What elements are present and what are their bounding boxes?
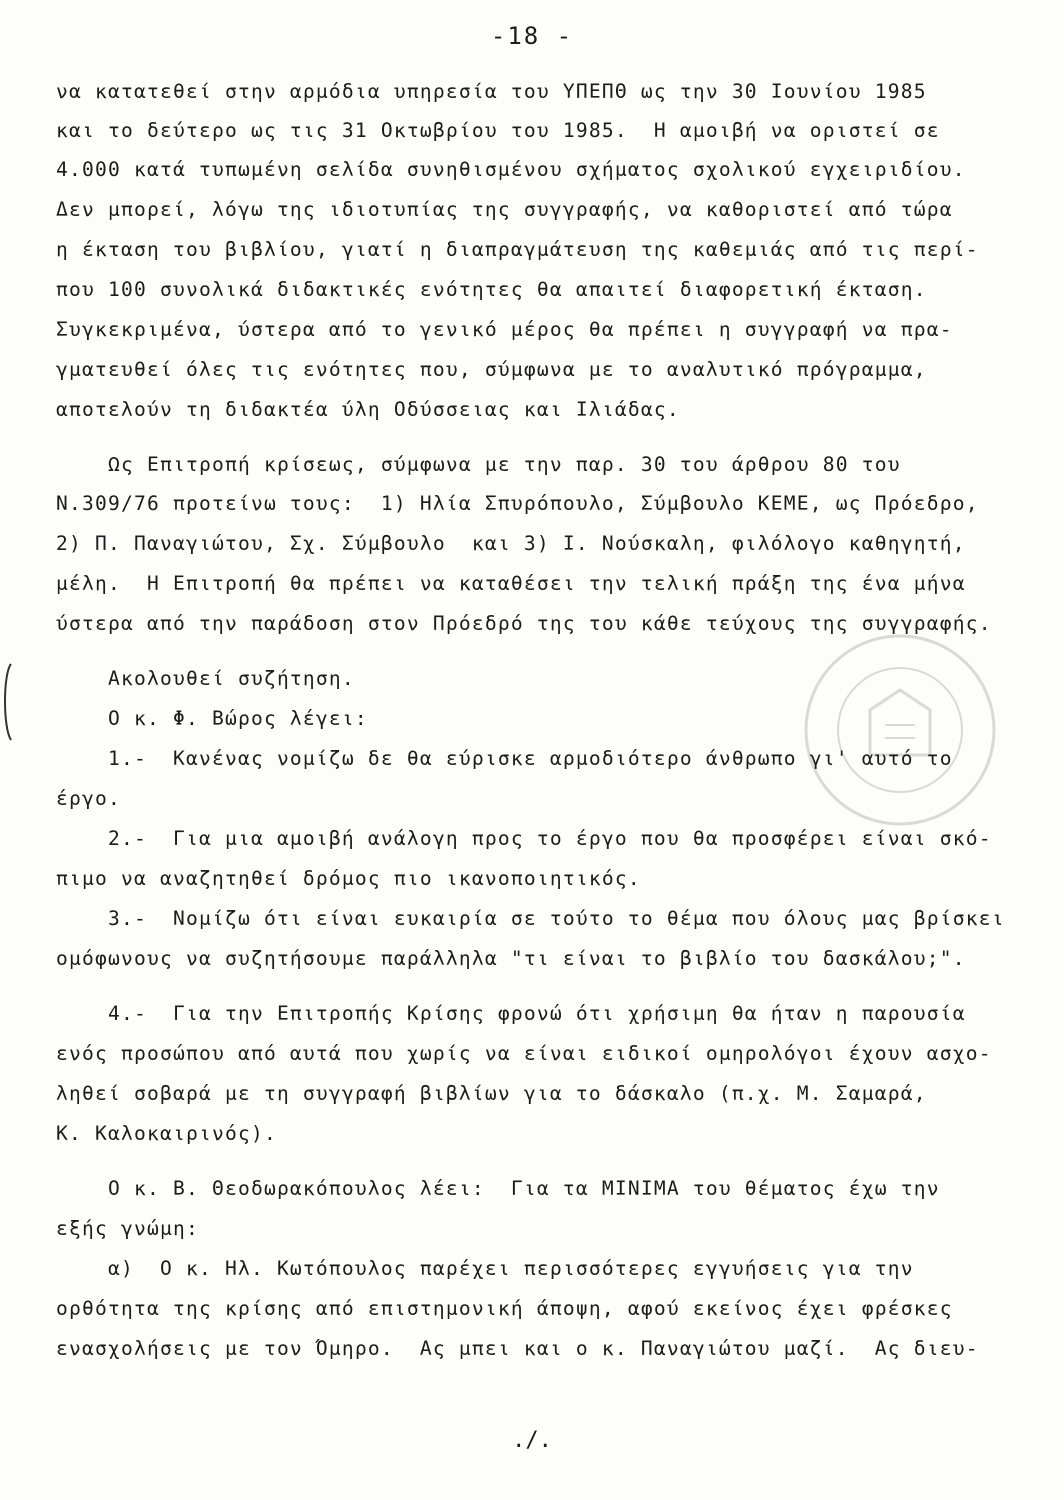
text-line: Ν.309/76 προτείνω τους: 1) Ηλία Σπυρόπουλο, Σύμβουλο ΚΕΜΕ, ως Πρόεδρο, (56, 492, 979, 515)
text-line: Κ. Καλοκαιρινός). (56, 1122, 277, 1145)
text-line: 3.- Νομίζω ότι είναι ευκαιρία σε τούτο το θέμα που όλους μας βρίσκει (56, 907, 1005, 930)
text-line: αποτελούν τη διδακτέα ύλη Οδύσσειας και Ιλιάδας. (56, 398, 680, 421)
margin-bracket-mark (0, 662, 14, 742)
text-line: έργο. (56, 787, 121, 810)
text-line: και το δεύτερο ως τις 31 Οκτωβρίου του 1985. Η αμοιβή να οριστεί σε (56, 119, 940, 142)
text-line: ομόφωνους να συζητήσουμε παράλληλα "τι είναι το βιβλίο του δασκάλου;". (56, 947, 966, 970)
text-line: Συγκεκριμένα, ύστερα από το γενικό μέρος θα πρέπει η συγγραφή να πρα- (56, 318, 953, 341)
text-line: Δεν μπορεί, λόγω της ιδιοτυπίας της συγγραφής, να καθοριστεί από τώρα (56, 198, 953, 221)
official-stamp (800, 630, 1000, 830)
text-line: 1.- Κανένας νομίζω δε θα εύρισκε αρμοδιότερο άνθρωπο γι' αυτό το (56, 747, 953, 770)
text-line: ύστερα από την παράδοση στον Πρόεδρό της του κάθε τεύχους της συγγραφής. (56, 612, 992, 635)
text-line: εξής γνώμη: (56, 1217, 199, 1240)
text-line: Ο κ. Φ. Βώρος λέγει: (56, 707, 368, 730)
continuation-mark: ./. (512, 1428, 552, 1453)
text-line: να κατατεθεί στην αρμόδια υπηρεσία του ΥΠΕΠΘ ως την 30 Ιουνίου 1985 (56, 80, 927, 103)
text-line: πιμο να αναζητηθεί δρόμος πιο ικανοποιητικός. (56, 867, 641, 890)
text-line: Ως Επιτροπή κρίσεως, σύμφωνα με την παρ. 30 του άρθρου 80 του (56, 453, 901, 476)
text-line: α) Ο κ. Ηλ. Κωτόπουλος παρέχει περισσότερες εγγυήσεις για την (56, 1257, 914, 1280)
text-line: που 100 συνολικά διδακτικές ενότητες θα απαιτεί διαφορετική έκταση. (56, 278, 927, 301)
text-line: η έκταση του βιβλίου, γιατί η διαπραγμάτευση της καθεμιάς από τις περί- (56, 238, 979, 261)
text-line: γματευθεί όλες τις ενότητες που, σύμφωνα με το αναλυτικό πρόγραμμα, (56, 358, 927, 381)
text-line: ορθότητα της κρίσης από επιστημονική άποψη, αφού εκείνος έχει φρέσκες (56, 1297, 953, 1320)
text-line: Ο κ. Β. Θεοδωρακόπουλος λέει: Για τα ΜΙΝΙΜΑ του θέματος έχω την (56, 1177, 940, 1200)
text-line: ληθεί σοβαρά με τη συγγραφή βιβλίων για το δάσκαλο (π.χ. Μ. Σαμαρά, (56, 1082, 927, 1105)
text-line: 4.000 κατά τυπωμένη σελίδα συνηθισμένου σχήματος σχολικού εγχειριδίου. (56, 158, 966, 181)
text-line: 2) Π. Παναγιώτου, Σχ. Σύμβουλο και 3) Ι. Νούσκαλη, φιλόλογο καθηγητή, (56, 532, 966, 555)
text-line: μέλη. Η Επιτροπή θα πρέπει να καταθέσει την τελική πράξη της ένα μήνα (56, 572, 966, 595)
text-line: 2.- Για μια αμοιβή ανάλογη προς το έργο που θα προσφέρει είναι σκό- (56, 827, 992, 850)
text-line: Ακολουθεί συζήτηση. (56, 667, 355, 690)
page-number: -18 - (490, 22, 574, 50)
text-line: 4.- Για την Επιτροπής Κρίσης φρονώ ότι χρήσιμη θα ήταν η παρουσία (56, 1002, 966, 1025)
text-line: ενασχολήσεις με τον Όμηρο. Ας μπει και ο κ. Παναγιώτου μαζί. Ας διευ- (56, 1337, 979, 1360)
text-line: ενός προσώπου από αυτά που χωρίς να είναι ειδικοί ομηρολόγοι έχουν ασχο- (56, 1042, 992, 1065)
